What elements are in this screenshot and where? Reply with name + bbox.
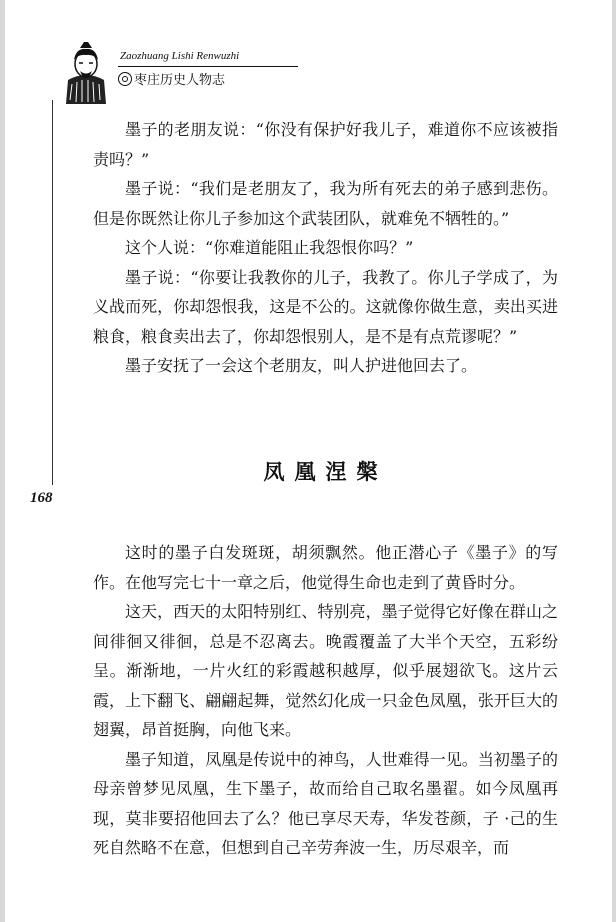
header-chinese-title — [118, 69, 225, 88]
paragraph: 墨子说：“你要让我教你的儿子，我教了。你儿子学成了，为义战而死，你却怨恨我，这是不公的。这就像你做生意，卖出买进粮食，粮食卖出去了，你却怨恨别人，是不是有点荒谬呢？” — [93, 267, 558, 346]
paragraph: 这时的墨子白发斑斑，胡须飘然。他正潜心子《墨子》的写作。在他写完七十一章之后，他觉得生命也走到了黄昏时分。 — [93, 543, 558, 592]
paragraph: 墨子的老朋友说：“你没有保护好我儿子，难道你不应该被指责吗？” — [93, 120, 558, 169]
scholar-portrait-icon — [58, 40, 114, 106]
scan-left-edge — [0, 0, 5, 922]
page-number: 168 — [30, 490, 53, 506]
text-block-top — [93, 115, 558, 381]
paragraph: 这天，西天的太阳特别红、特别亮，墨子觉得它好像在群山之间徘徊又徘徊，总是不忍离去。晚霞覆盖了大半个天空，五彩纷呈。渐渐地，一片火红的彩霞越积越厚，似乎展翅欲飞。这片云霞，上下翻飞、翩翩起舞，觉然幻化成一只金色凤凰，张开巨大的翅翼，昂首挺胸，向他飞来。 — [93, 602, 558, 739]
margin-rule — [52, 100, 53, 485]
section-title: 凤凰涅槃 — [263, 459, 388, 484]
circle-bullet-icon — [118, 72, 132, 86]
paragraph: 这个人说：“你难道能阻止我怨恨你吗？” — [125, 238, 414, 257]
header-pinyin-title: Zaozhuang Lishi Renwuzhi — [120, 50, 240, 62]
scan-right-edge — [612, 0, 616, 922]
header-rule — [118, 66, 298, 67]
running-header — [58, 40, 318, 110]
paragraph: 墨子知道，凤凰是传说中的神鸟，人世难得一见。当初墨子的母亲曾梦见凤凰，生下墨子，故而给自己取名墨翟。如今凤凰再现，莫非要招他回去了么？他已享尽天寿，华发苍颜，子 ·己的生死自然略不在意，但想到自己辛劳奔波一生，历尽艰辛，而 — [93, 749, 558, 857]
text-block-bottom — [93, 538, 558, 863]
paragraph: 墨子安抚了一会这个老朋友，叫人护进他回去了。 — [125, 356, 478, 375]
header-chinese-title-text: 枣庄历史人物志 — [134, 73, 226, 88]
paragraph: 墨子说：“我们是老朋友了，我为所有死去的弟子感到悲伤。但是你既然让你儿子参加这个武装团队，就难免不牺牲的。” — [93, 179, 558, 228]
